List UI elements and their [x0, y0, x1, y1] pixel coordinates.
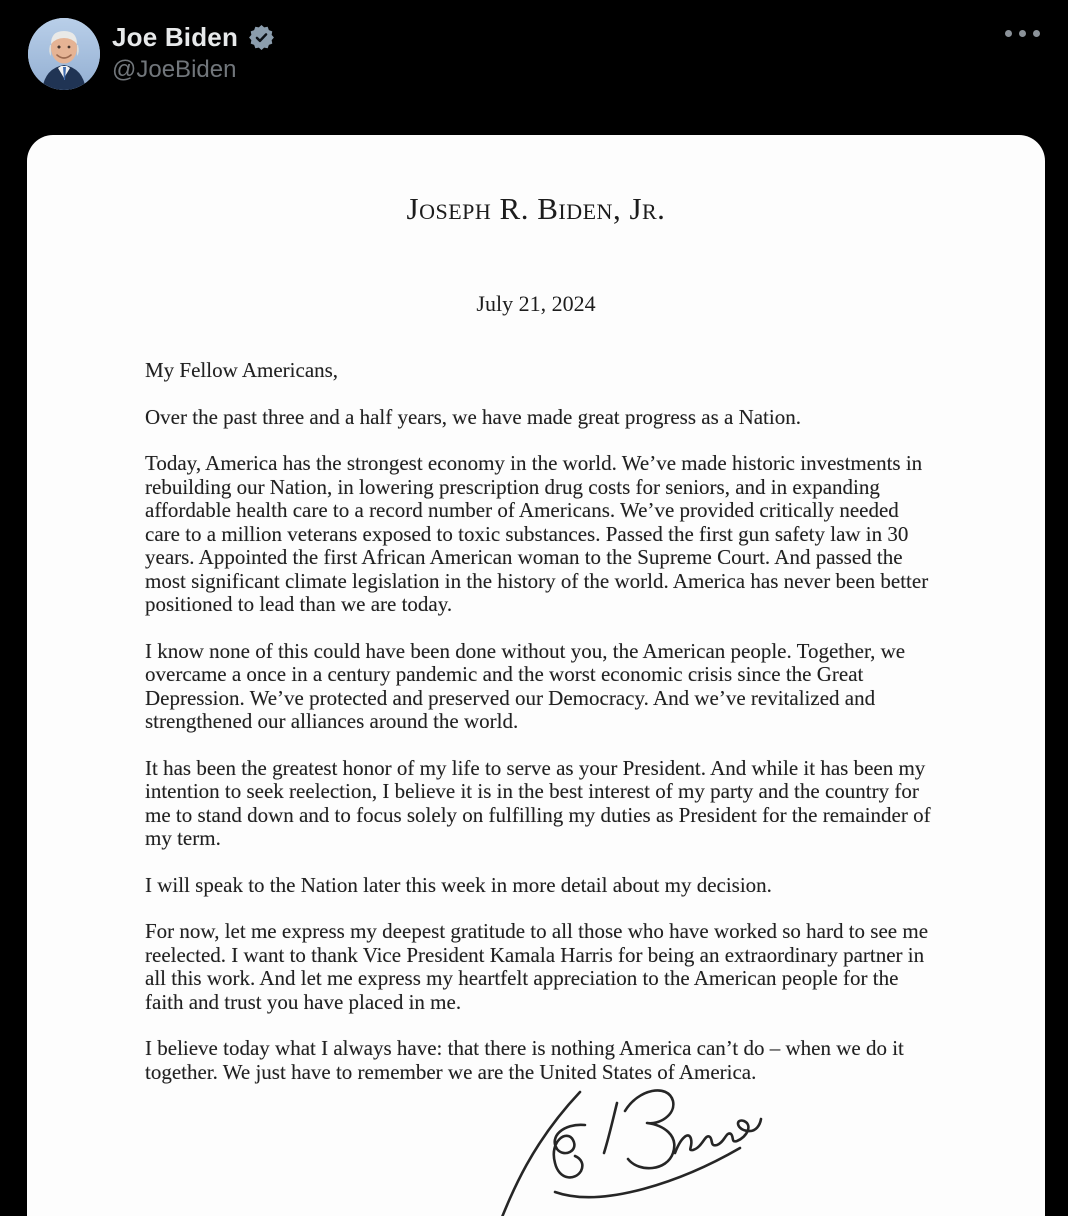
tweet-header	[0, 0, 1068, 118]
author-handle: @JoeBiden	[112, 56, 237, 83]
letter-date: July 21, 2024	[476, 291, 596, 316]
letter-paragraph: For now, let me express my deepest gratitude to all those who have worked so hard to see me reelected. I want to thank Vice President Kamala Harris for being an extraordinary partner in all this work. And let me express my heartfelt appreciation to the American people for the faith and trust you have placed in me.	[145, 919, 929, 1014]
ellipsis-icon	[1019, 30, 1026, 37]
avatar[interactable]	[28, 18, 100, 90]
letter-paragraph: It has been the greatest honor of my life to serve as your President. And while it has been my intention to seek reelection, I believe it is in the best interest of my party and the country for me to stand down and to focus solely on fulfilling my duties as President for the remainder of my term.	[145, 755, 931, 850]
letter-paragraph: I will speak to the Nation later this week in more detail about my decision.	[145, 872, 772, 897]
author-name[interactable]: Joe Biden	[112, 21, 239, 52]
signature-scrawl	[463, 1081, 793, 1216]
letter-image-card[interactable]	[27, 135, 1045, 1216]
letter-paragraph: I know none of this could have been done without you, the American people. Together, we overcame a once in a century pandemic and the worst economic crisis since the Great Depression. We’ve protected and preserved our Democracy. And we’ve revitalized and strengthened our alliances around the world.	[145, 638, 906, 733]
more-button[interactable]	[999, 24, 1046, 43]
verified-badge-icon	[247, 23, 276, 52]
joe-biden-signature-icon	[463, 1081, 793, 1216]
letter-body	[145, 359, 931, 1084]
avatar-portrait-icon	[28, 18, 100, 90]
letter-paragraph: Over the past three and a half years, we have made great progress as a Nation.	[145, 404, 801, 429]
letter-paragraph: Today, America has the strongest economy in the world. We’ve made historic investments in rebuilding our Nation, in lowering prescription drug costs for seniors, and in expanding affordable health care to a record number of Americans. We’ve provided critically needed care to a million veterans exposed to toxic substances. Passed the first gun safety law in 30 years. Appointed the first African American woman to the Supreme Court. And passed the most significant climate legislation in the history of the world. America has never been better positioned to lead than we are today.	[145, 451, 929, 616]
letterhead: Joseph R. Biden, Jr.	[406, 191, 666, 226]
letter-paragraph: I believe today what I always have: that there is nothing America can’t do – when we do it together. We just have to remember we are the United States of America.	[145, 1036, 904, 1084]
ellipsis-icon	[1005, 30, 1012, 37]
letter-paragraph: My Fellow Americans,	[145, 358, 339, 382]
ellipsis-icon	[1033, 30, 1040, 37]
